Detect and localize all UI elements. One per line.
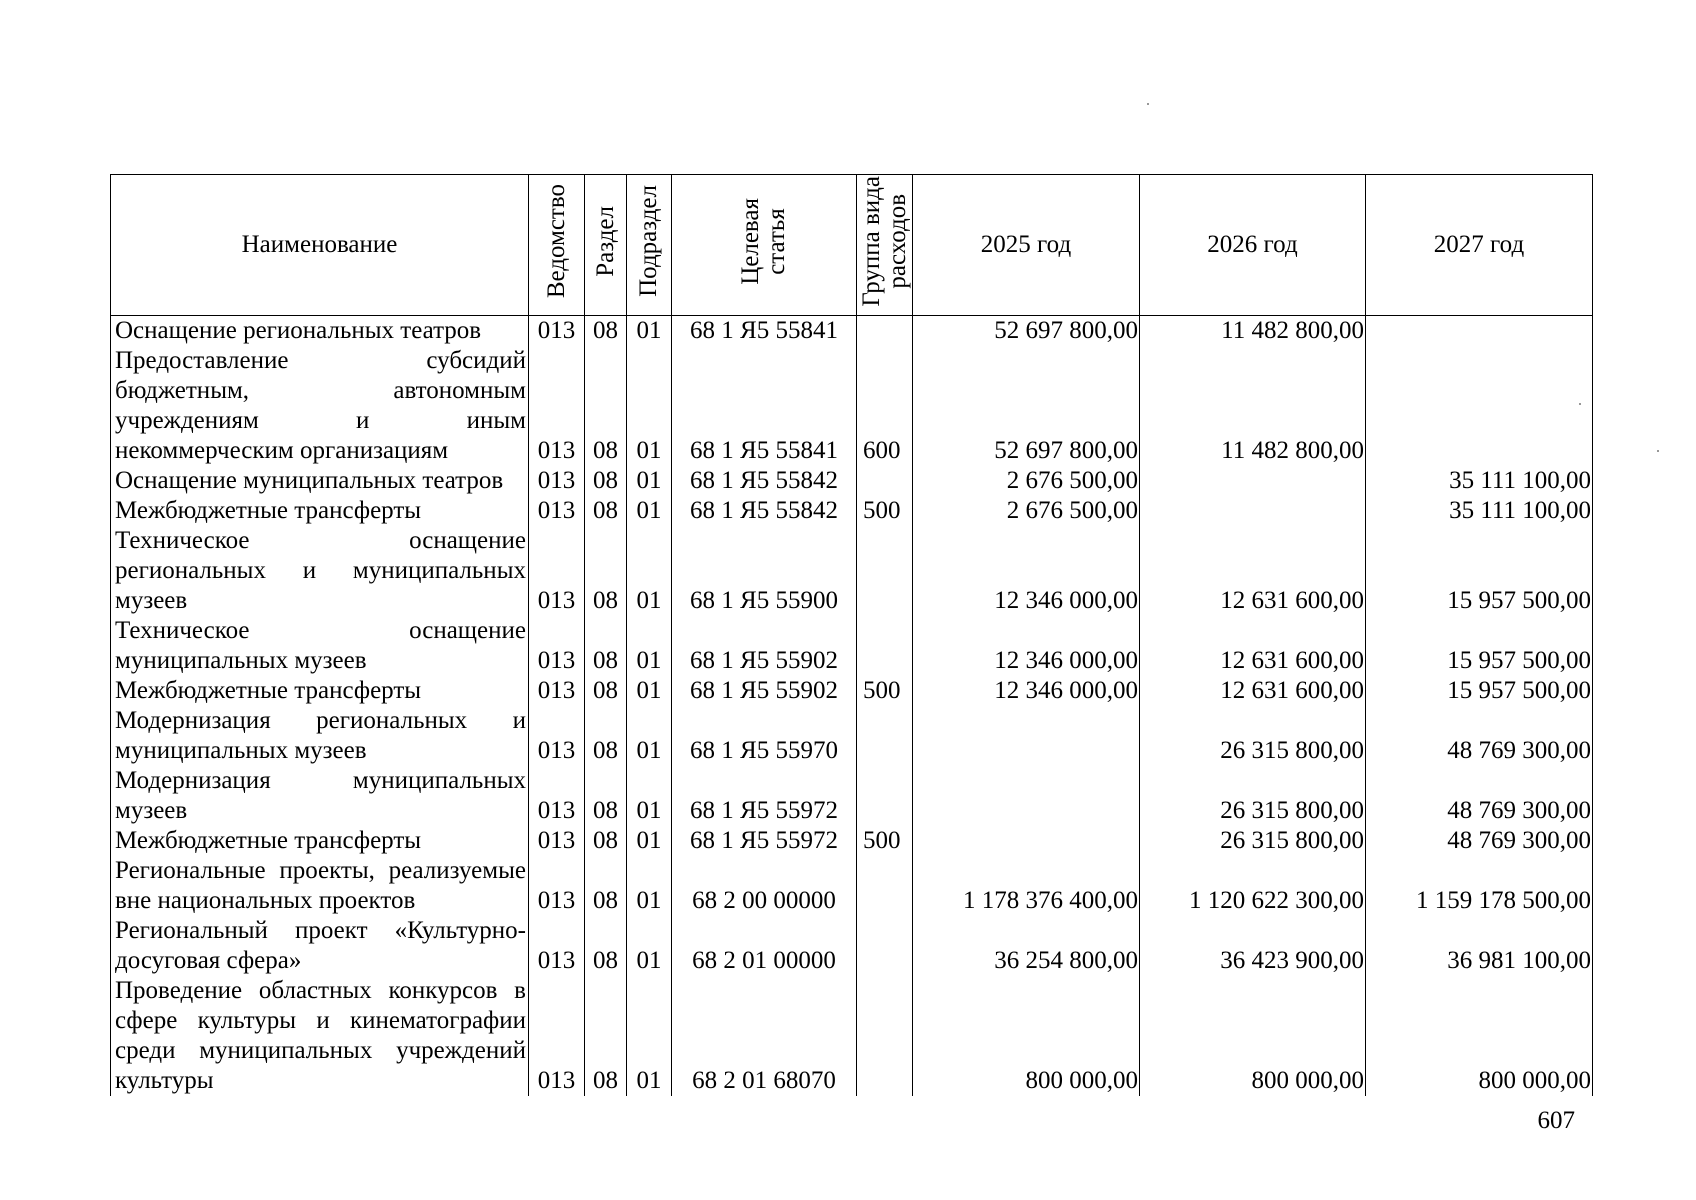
row-name: Модернизация региональных и муниципальных музеев — [111, 706, 529, 766]
row-razdel: 08 — [585, 526, 627, 616]
row-vedomstvo: 013 — [529, 766, 585, 826]
table-row — [111, 916, 1593, 976]
row-name: Межбюджетные трансферты — [111, 826, 529, 856]
row-amount-2025: 1 178 376 400,00 — [913, 856, 1140, 916]
row-celevaya-statya: 68 1 Я5 55972 — [672, 826, 857, 856]
header-2026: 2026 год — [1140, 175, 1366, 316]
row-amount-2027: 15 957 500,00 — [1366, 676, 1593, 706]
row-gruppa — [857, 916, 913, 976]
row-name: Техническое оснащение региональных и муниципальных музеев — [111, 526, 529, 616]
row-razdel: 08 — [585, 496, 627, 526]
row-amount-2025: 800 000,00 — [913, 976, 1140, 1096]
budget-table — [110, 174, 1593, 1096]
row-vedomstvo: 013 — [529, 346, 585, 466]
row-amount-2027: 48 769 300,00 — [1366, 826, 1593, 856]
row-amount-2026 — [1140, 466, 1366, 496]
row-podrazdel: 01 — [627, 346, 672, 466]
scan-speck — [1147, 103, 1149, 105]
row-podrazdel: 01 — [627, 826, 672, 856]
row-name: Модернизация муниципальных музеев — [111, 766, 529, 826]
row-podrazdel: 01 — [627, 766, 672, 826]
row-gruppa — [857, 466, 913, 496]
row-amount-2027: 1 159 178 500,00 — [1366, 856, 1593, 916]
row-amount-2027 — [1366, 346, 1593, 466]
row-vedomstvo: 013 — [529, 496, 585, 526]
row-name: Межбюджетные трансферты — [111, 496, 529, 526]
row-razdel: 08 — [585, 976, 627, 1096]
row-amount-2027: 15 957 500,00 — [1366, 526, 1593, 616]
table-row — [111, 346, 1593, 466]
header-razdel: Раздел — [585, 175, 627, 316]
row-name: Проведение областных конкурсов в сфере культуры и кинематографии среди муниципальных учреждений культуры — [111, 976, 529, 1096]
table-row — [111, 856, 1593, 916]
table-row — [111, 466, 1593, 496]
row-razdel: 08 — [585, 616, 627, 676]
row-amount-2027: 48 769 300,00 — [1366, 766, 1593, 826]
row-celevaya-statya: 68 2 01 00000 — [672, 916, 857, 976]
row-amount-2025: 36 254 800,00 — [913, 916, 1140, 976]
row-celevaya-statya: 68 1 Я5 55841 — [672, 346, 857, 466]
row-celevaya-statya: 68 2 01 68070 — [672, 976, 857, 1096]
table-row — [111, 496, 1593, 526]
row-podrazdel: 01 — [627, 466, 672, 496]
header-vedomstvo: Ведомство — [529, 175, 585, 316]
row-razdel: 08 — [585, 676, 627, 706]
header-gruppa-vida-rashodov: Группа вида расходов — [857, 175, 913, 316]
row-podrazdel: 01 — [627, 616, 672, 676]
row-podrazdel: 01 — [627, 916, 672, 976]
row-celevaya-statya: 68 2 00 00000 — [672, 856, 857, 916]
row-razdel: 08 — [585, 466, 627, 496]
row-vedomstvo: 013 — [529, 826, 585, 856]
row-gruppa — [857, 616, 913, 676]
row-amount-2026: 11 482 800,00 — [1140, 346, 1366, 466]
header-name: Наименование — [111, 175, 529, 316]
row-celevaya-statya: 68 1 Я5 55900 — [672, 526, 857, 616]
table-row — [111, 526, 1593, 616]
row-amount-2026: 26 315 800,00 — [1140, 706, 1366, 766]
row-amount-2027: 48 769 300,00 — [1366, 706, 1593, 766]
row-razdel: 08 — [585, 766, 627, 826]
row-amount-2026: 800 000,00 — [1140, 976, 1366, 1096]
row-razdel: 08 — [585, 316, 627, 347]
row-celevaya-statya: 68 1 Я5 55902 — [672, 616, 857, 676]
row-amount-2026: 26 315 800,00 — [1140, 826, 1366, 856]
table-header — [111, 175, 1593, 316]
row-razdel: 08 — [585, 826, 627, 856]
row-amount-2027: 35 111 100,00 — [1366, 466, 1593, 496]
row-celevaya-statya: 68 1 Я5 55970 — [672, 706, 857, 766]
row-podrazdel: 01 — [627, 316, 672, 347]
row-vedomstvo: 013 — [529, 676, 585, 706]
row-name: Региональный проект «Культурно-досуговая сфера» — [111, 916, 529, 976]
row-amount-2025: 52 697 800,00 — [913, 346, 1140, 466]
row-gruppa: 500 — [857, 676, 913, 706]
row-gruppa: 600 — [857, 346, 913, 466]
table-row — [111, 676, 1593, 706]
table-row — [111, 616, 1593, 676]
row-amount-2026: 26 315 800,00 — [1140, 766, 1366, 826]
table-row — [111, 706, 1593, 766]
row-podrazdel: 01 — [627, 526, 672, 616]
row-amount-2026: 12 631 600,00 — [1140, 676, 1366, 706]
row-name: Межбюджетные трансферты — [111, 676, 529, 706]
header-2025: 2025 год — [913, 175, 1140, 316]
table-row — [111, 316, 1593, 347]
row-gruppa — [857, 706, 913, 766]
row-gruppa: 500 — [857, 496, 913, 526]
scan-speck — [1657, 450, 1659, 452]
row-vedomstvo: 013 — [529, 856, 585, 916]
row-amount-2027: 36 981 100,00 — [1366, 916, 1593, 976]
row-podrazdel: 01 — [627, 706, 672, 766]
row-vedomstvo: 013 — [529, 526, 585, 616]
row-amount-2027: 35 111 100,00 — [1366, 496, 1593, 526]
row-podrazdel: 01 — [627, 856, 672, 916]
row-celevaya-statya: 68 1 Я5 55842 — [672, 466, 857, 496]
row-amount-2025: 12 346 000,00 — [913, 526, 1140, 616]
row-gruppa — [857, 856, 913, 916]
row-name: Предоставление субсидий бюджетным, автономным учреждениям и иным некоммерческим организациям — [111, 346, 529, 466]
row-celevaya-statya: 68 1 Я5 55842 — [672, 496, 857, 526]
row-amount-2027 — [1366, 316, 1593, 347]
table-body — [111, 316, 1593, 1097]
row-amount-2026: 1 120 622 300,00 — [1140, 856, 1366, 916]
row-podrazdel: 01 — [627, 976, 672, 1096]
row-celevaya-statya: 68 1 Я5 55972 — [672, 766, 857, 826]
row-vedomstvo: 013 — [529, 466, 585, 496]
row-name: Оснащение муниципальных театров — [111, 466, 529, 496]
header-podrazdel: Подраздел — [627, 175, 672, 316]
page-number: 607 — [1537, 1107, 1575, 1134]
row-gruppa — [857, 526, 913, 616]
row-amount-2025: 2 676 500,00 — [913, 496, 1140, 526]
row-amount-2027: 15 957 500,00 — [1366, 616, 1593, 676]
row-podrazdel: 01 — [627, 496, 672, 526]
row-gruppa — [857, 766, 913, 826]
row-celevaya-statya: 68 1 Я5 55902 — [672, 676, 857, 706]
row-razdel: 08 — [585, 706, 627, 766]
row-gruppa — [857, 316, 913, 347]
row-name: Техническое оснащение муниципальных музеев — [111, 616, 529, 676]
header-celevaya-statya: Целевая статья — [672, 175, 857, 316]
row-amount-2026: 12 631 600,00 — [1140, 616, 1366, 676]
row-vedomstvo: 013 — [529, 916, 585, 976]
table-row — [111, 766, 1593, 826]
row-amount-2025: 12 346 000,00 — [913, 676, 1140, 706]
row-amount-2026 — [1140, 496, 1366, 526]
row-vedomstvo: 013 — [529, 706, 585, 766]
row-vedomstvo: 013 — [529, 616, 585, 676]
row-gruppa — [857, 976, 913, 1096]
row-amount-2026: 11 482 800,00 — [1140, 316, 1366, 347]
row-razdel: 08 — [585, 916, 627, 976]
row-amount-2025 — [913, 766, 1140, 826]
row-gruppa: 500 — [857, 826, 913, 856]
table-row — [111, 976, 1593, 1096]
row-amount-2027: 800 000,00 — [1366, 976, 1593, 1096]
row-amount-2025: 2 676 500,00 — [913, 466, 1140, 496]
row-amount-2025: 12 346 000,00 — [913, 616, 1140, 676]
row-amount-2026: 36 423 900,00 — [1140, 916, 1366, 976]
row-razdel: 08 — [585, 856, 627, 916]
row-amount-2026: 12 631 600,00 — [1140, 526, 1366, 616]
row-amount-2025 — [913, 826, 1140, 856]
row-vedomstvo: 013 — [529, 976, 585, 1096]
table-row — [111, 826, 1593, 856]
row-celevaya-statya: 68 1 Я5 55841 — [672, 316, 857, 347]
row-name: Оснащение региональных театров — [111, 316, 529, 347]
row-amount-2025 — [913, 706, 1140, 766]
header-2027: 2027 год — [1366, 175, 1593, 316]
row-podrazdel: 01 — [627, 676, 672, 706]
row-vedomstvo: 013 — [529, 316, 585, 347]
row-amount-2025: 52 697 800,00 — [913, 316, 1140, 347]
row-razdel: 08 — [585, 346, 627, 466]
row-name: Региональные проекты, реализуемые вне национальных проектов — [111, 856, 529, 916]
